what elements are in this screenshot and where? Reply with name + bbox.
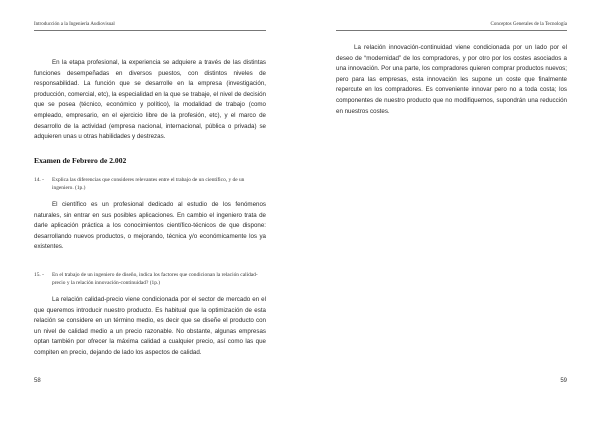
page-number-left: 58 <box>34 378 41 384</box>
question-14 <box>34 176 266 192</box>
answer-14-paragraph: El científico es un profesional dedicado al estudio de los fenómenos naturales, sin entrar en sus posibles aplicaciones. En cambio el ingeniero trata de darle aplicación práctica a los conocimientos científico-técnicos de que dispone: desarrollando nuevos productos, o mejorando, técnica y/o económicamente los ya existentes. <box>34 201 266 251</box>
header-rule-right <box>336 30 567 31</box>
question-14-text: Explica las diferencias que consideres relevantes entre el trabajo de un científico, y de un ingeniero. (1p.) <box>52 177 245 191</box>
header-rule-left <box>34 30 266 31</box>
question-15-text: En el trabajo de un ingeniero de diseño, indica los factores que condicionan la relación calidad-precio y la relación innovación-continuidad? (1p.) <box>52 272 258 286</box>
answer-15-paragraph: La relación calidad-precio viene condicionada por el sector de mercado en el que queremos introducir nuestro producto. Es habitual que la optimización de esta relación se considere en un término medio, es decir que se diseñe el producto con un nivel de calidad medio a un precio razonable. No obstante, algunas empresas optan también por ofrecer la máxima calidad a cualquier precio, así como las que compiten en precio, dejando de lado los aspectos de calidad. <box>34 296 266 356</box>
running-head-left: Introducción a la Ingeniería Audiovisual <box>34 22 115 27</box>
section-title: Examen de Febrero de 2.002 <box>34 156 127 165</box>
running-head-right: Conceptos Generales de la Tecnología <box>490 22 567 27</box>
innovation-paragraph: La relación innovación-continuidad viene condicionada por un lado por el deseo de “modernidad” de los compradores, y por otro por los costes asociados a una innovación. Por una parte, los compradores quieren comprar productos nuevos; pero para las empresas, esta innovación les supone un coste que finalmente repercute en los compradores. Es conveniente innovar pero no a toda costa; los componentes de nuestro producto que no modifiquemos, supondrán una reducción en nuestros costes. <box>336 44 567 115</box>
question-15-number: 15. - <box>34 272 44 278</box>
intro-paragraph: En la etapa profesional, la experiencia se adquiere a través de las distintas funciones desempeñadas en diversos puestos, con distintos niveles de responsabilidad. La función que se desarrolle en la empresa (investigación, producción, comercial, etc), la especialidad en la que se trabaje, el nivel de decisión que se posea (técnico, económico y político), la modalidad de trabajo (como empleado, empresario, en el ejercicio libre de la profesión, etc), y el marco de desarrollo de la actividad (empresa nacional, internacional, pública o privada) se adquieren unas u otras habilidades y destrezas. <box>34 59 266 141</box>
question-15 <box>34 271 266 287</box>
right-page <box>300 0 600 424</box>
question-14-number: 14. - <box>34 177 44 183</box>
page-number-right: 59 <box>560 378 567 384</box>
